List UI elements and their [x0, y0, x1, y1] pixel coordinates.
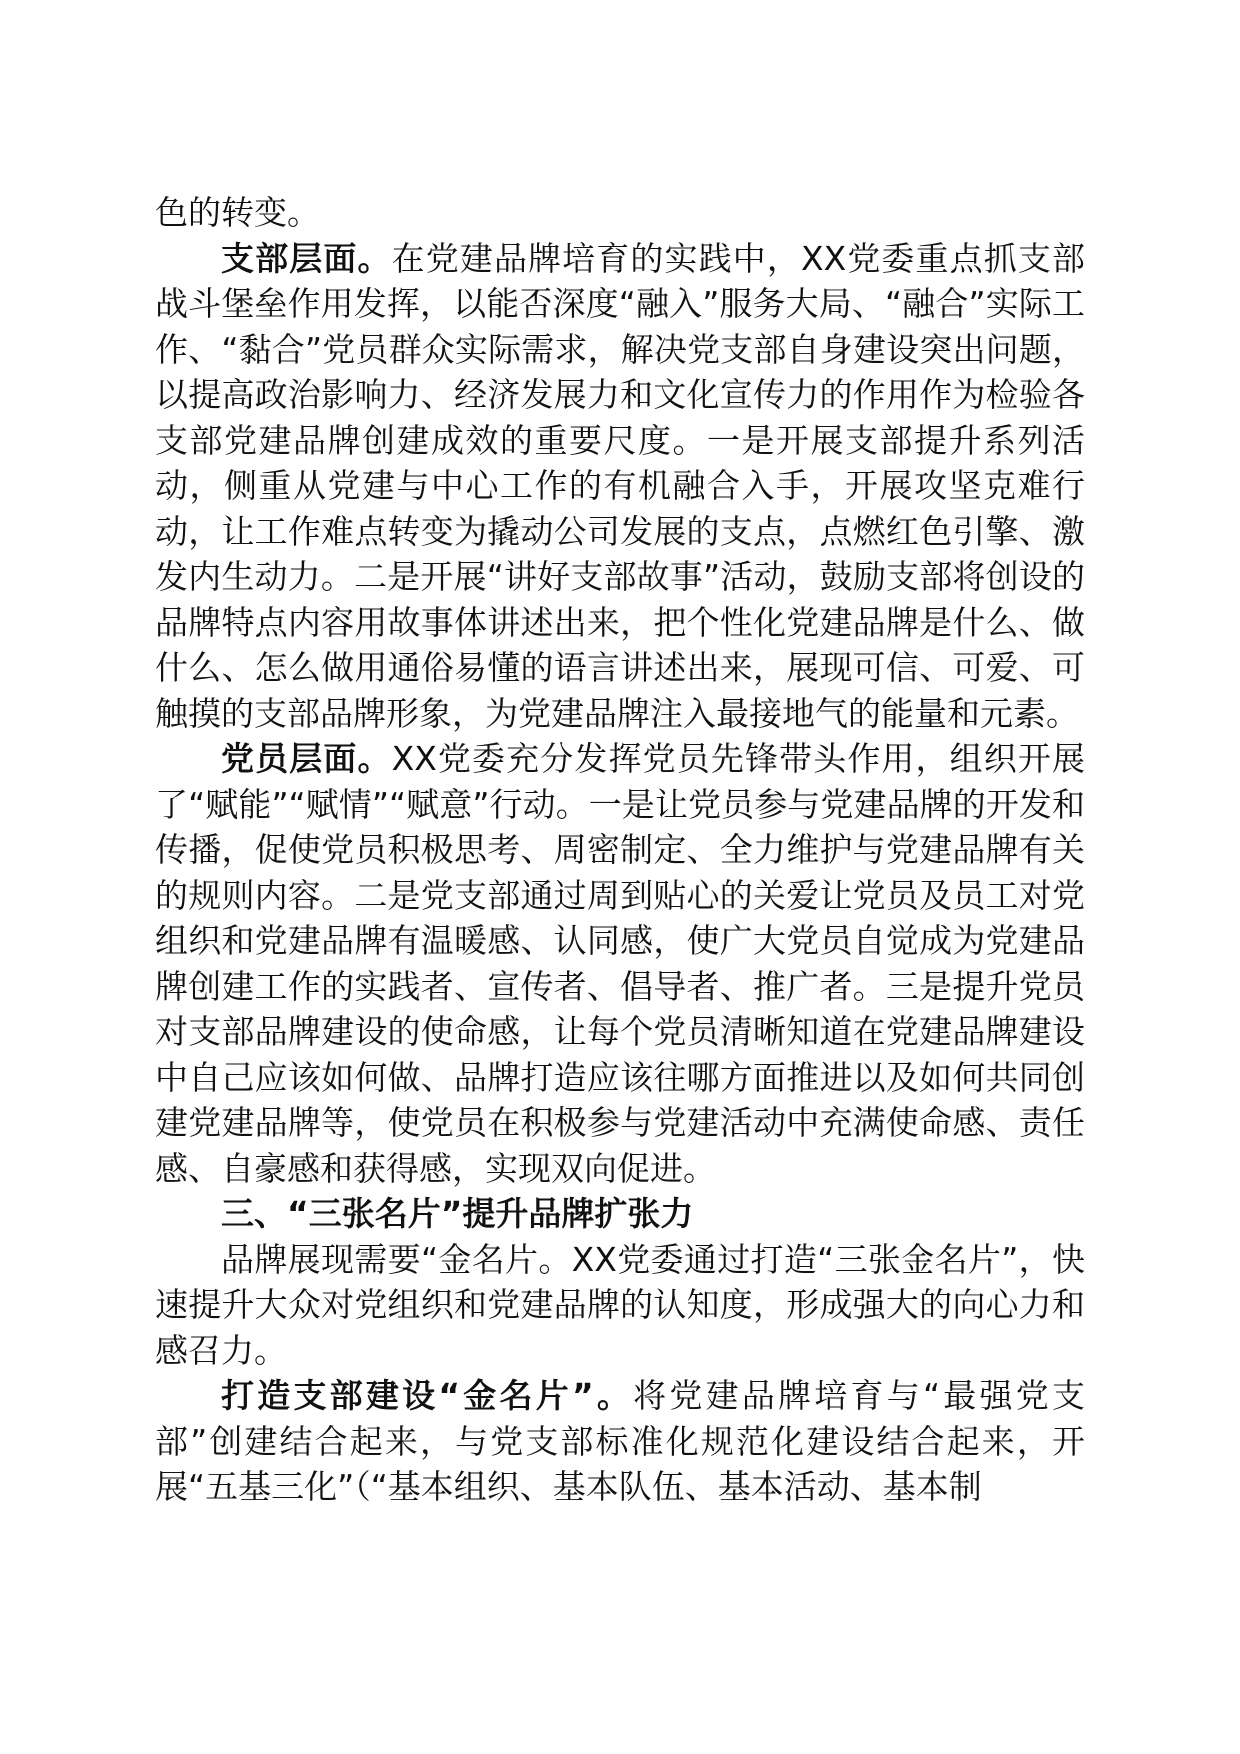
paragraph-continuation [155, 190, 1085, 236]
paragraph-text: XX党委充分发挥党员先锋带头作用，组织开展了“赋能”“赋情”“赋意”行动。一是让党员参与党建品牌的开发和传播，促使党员积极思考、周密制定、全力维护与党建品牌有关的规则内容。二是党支部通过周到贴心的关爱让党员及员工对党组织和党建品牌有温暖感、认同感，使广大党员自觉成为党建品牌创建工作的实践者、宣传者、倡导者、推广者。三是提升党员对支部品牌建设的使命感，让每个党员清晰知道在党建品牌建设中自己应该如何做、品牌打造应该往哪方面推进以及如何共同创建党建品牌等，使党员在积极参与党建活动中充满使命感、责任感、自豪感和获得感，实现双向促进。 [155, 739, 1086, 1188]
section-heading: 三、“三张名片”提升品牌扩张力 [221, 1194, 694, 1233]
paragraph-text: 色的转变。 [155, 193, 320, 232]
paragraph-text: 在党建品牌培育的实践中，XX党委重点抓支部战斗堡垒作用发挥，以能否深度“融入”服务大局、“融合”实际工作、“黏合”党员群众实际需求，解决党支部自身建设突出问题，以提高政治影响力、经济发展力和文化宣传力的作用作为检验各支部党建品牌创建成效的重要尺度。一是开展支部提升系列活动，侧重从党建与中心工作的有机融合入手，开展攻坚克难行动，让工作难点转变为撬动公司发展的支点，点燃红色引擎、激发内生动力。二是开展“讲好支部故事”活动，鼓励支部将创设的品牌特点内容用故事体讲述出来，把个性化党建品牌是什么、做什么、怎么做用通俗易懂的语言讲述出来，展现可信、可爱、可触摸的支部品牌形象，为党建品牌注入最接地气的能量和元素。 [155, 238, 1086, 733]
paragraph-brand-cards [155, 1237, 1085, 1374]
document-page [155, 190, 1085, 1510]
paragraph-branch-level [155, 236, 1085, 737]
paragraph-lead-bold: 支部层面。 [221, 238, 392, 278]
paragraph-text: 品牌展现需要“金名片。XX党委通过打造“三张金名片”，快速提升大众对党组织和党建品牌的认知度，形成强大的向心力和感召力。 [155, 1239, 1085, 1370]
paragraph-member-level [155, 736, 1085, 1191]
paragraph-branch-card [155, 1373, 1085, 1510]
paragraph-text: 将党建品牌培育与“最强党支部”创建结合起来，与党支部标准化规范化建设结合起来，开展“五基三化”（“基本组织、基本队伍、基本活动、基本制 [155, 1376, 1085, 1506]
paragraph-lead-bold: 党员层面。 [221, 739, 392, 778]
paragraph-lead-bold: 打造支部建设“金名片”。 [221, 1376, 634, 1415]
